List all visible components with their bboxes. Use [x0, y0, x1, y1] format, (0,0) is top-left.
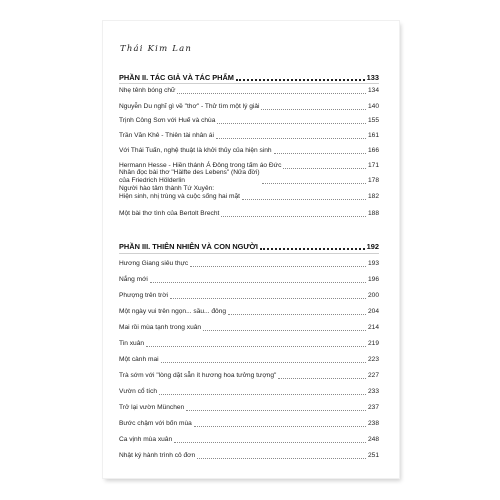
leader-dots	[197, 457, 366, 459]
page-number: 188	[367, 210, 379, 217]
section-heading-title: PHẦN II. TÁC GIẢ VÀ TÁC PHẨM	[119, 73, 234, 82]
toc-entry-title: Trở lại vườn München	[119, 404, 185, 411]
toc-entry-title: Nắng mới	[119, 276, 148, 283]
toc-entry	[119, 185, 379, 201]
page-number: 219	[367, 340, 379, 347]
toc-entry-title-line: Hiện sinh, nhị trùng và cuộc sống hai mặt	[119, 193, 240, 200]
book-page	[103, 21, 399, 478]
toc-entry	[119, 356, 379, 364]
toc-entry-title: Hương Giang siêu thực	[119, 260, 189, 267]
leader-dots	[186, 409, 366, 411]
toc-entry-title: Phượng trên trời	[119, 292, 168, 299]
page-number: 214	[367, 324, 379, 331]
leader-dots	[217, 122, 366, 124]
toc-entry-title: Vườn cổ tích	[119, 388, 158, 395]
page-number: 134	[367, 87, 379, 94]
leader-dots	[190, 265, 366, 267]
leader-dots	[150, 281, 366, 283]
toc-entry	[119, 87, 379, 95]
toc-entry	[119, 117, 379, 125]
toc-entry-title: Nhật ký hành trình cô đơn	[119, 452, 196, 459]
toc-entry	[119, 452, 379, 460]
toc-entry	[119, 292, 379, 300]
page-number: 204	[367, 308, 379, 315]
toc-entry	[119, 372, 379, 380]
leader-dots	[274, 152, 366, 154]
toc-entry	[119, 436, 379, 444]
toc-entry	[119, 276, 379, 284]
toc-entry-title: Một cành mai	[119, 356, 159, 363]
toc-entry-title: Nhẹ tênh bóng chữ	[119, 87, 176, 94]
leader-dots	[236, 78, 365, 81]
toc-entry	[119, 210, 379, 218]
toc-entry	[119, 260, 379, 268]
leader-dots	[177, 92, 366, 94]
page-number: 223	[367, 356, 379, 363]
toc-entry-title: Với Thái Tuấn, nghệ thuật là khởi thủy của hiện sinh	[119, 147, 272, 154]
page-number: 171	[367, 162, 379, 169]
leader-dots	[146, 345, 366, 347]
section-heading	[119, 243, 379, 251]
leader-dots	[203, 329, 366, 331]
toc-entry-title: Bước chậm với bốn mùa	[119, 420, 192, 427]
leader-dots	[221, 215, 366, 217]
toc-entry-title: Ca vịnh mùa xuân	[119, 436, 173, 443]
page-number: 133	[366, 73, 379, 82]
page-number: 251	[367, 452, 379, 459]
toc-entry-title: Trịnh Công Sơn với Huế và chùa	[119, 117, 216, 124]
toc-entry	[119, 169, 379, 185]
leader-dots	[260, 247, 365, 250]
toc-entry	[119, 308, 379, 316]
leader-dots	[194, 425, 366, 427]
toc-entry	[119, 103, 379, 111]
page-number: 237	[367, 404, 379, 411]
page-number: 192	[366, 242, 379, 251]
toc-entry-title-line: Nhân đọc bài thơ "Hälfte des Lebens" (Nửa đời)	[119, 169, 260, 176]
toc-entry-title: Trần Văn Khê - Thiên tài nhân ái	[119, 132, 214, 139]
page-number: 155	[367, 117, 379, 124]
page-number: 161	[367, 132, 379, 139]
toc-entry	[119, 340, 379, 348]
page-number: 193	[367, 260, 379, 267]
toc-entry-title-line: của Friedrich Hölderlin	[119, 177, 185, 184]
toc-entry-title: Một bài thơ tình của Bertolt Brecht	[119, 210, 220, 217]
running-header-author: Thái Kim Lan	[120, 44, 193, 54]
leader-dots	[262, 182, 366, 184]
toc-entry	[119, 324, 379, 332]
section-divider	[119, 253, 379, 254]
leader-dots	[174, 441, 366, 443]
page-number: 238	[367, 420, 379, 427]
toc-entry	[119, 147, 379, 155]
page-number: 248	[367, 436, 379, 443]
page-number: 178	[367, 177, 379, 184]
leader-dots	[170, 297, 366, 299]
page-number: 200	[367, 292, 379, 299]
page-number: 196	[367, 276, 379, 283]
page-number: 182	[367, 193, 379, 200]
leader-dots	[261, 108, 366, 110]
leader-dots	[159, 393, 366, 395]
section-heading	[119, 74, 379, 82]
leader-dots	[278, 377, 366, 379]
page-number: 166	[367, 147, 379, 154]
leader-dots	[228, 313, 366, 315]
toc-entry	[119, 404, 379, 412]
section-heading-title: PHẦN III. THIÊN NHIÊN VÀ CON NGƯỜI	[119, 242, 258, 251]
toc-entry-title: Trà sớm với "lòng dặt sẵn ít hương hoa tưởng tượng"	[119, 372, 277, 379]
toc-entry-title: Tin xuân	[119, 340, 145, 347]
leader-dots	[216, 137, 366, 139]
toc-entry-title: Nguyễn Du nghĩ gì về "thơ" - Thử tìm một lý giải	[119, 103, 260, 110]
page-number: 140	[367, 103, 379, 110]
toc-entry-title: Một ngày vui trên ngọn... sầu... đông	[119, 308, 227, 315]
toc-entry	[119, 420, 379, 428]
toc-entry-title-line: Người hào tâm thành Tứ Xuyên:	[119, 185, 215, 192]
toc-entry-title: Mai rồi mùa tạnh trong xuân	[119, 324, 202, 331]
toc-entry	[119, 132, 379, 140]
section-divider	[119, 83, 379, 84]
toc-entry-title: Hermann Hesse - Hiền thánh Á Đông trong tấm áo Đức	[119, 162, 282, 169]
table-of-contents	[103, 21, 399, 478]
page-number: 227	[367, 372, 379, 379]
leader-dots	[161, 361, 366, 363]
leader-dots	[242, 198, 366, 200]
page-number: 233	[367, 388, 379, 395]
toc-entry	[119, 388, 379, 396]
